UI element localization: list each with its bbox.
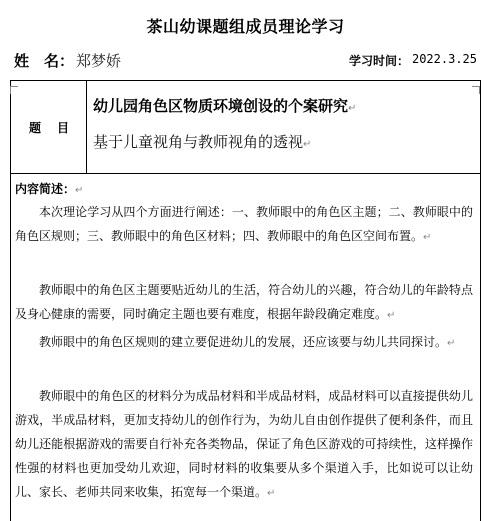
- paragraph-mark-icon: ↵: [303, 139, 312, 150]
- topic-label-cell: [11, 81, 87, 173]
- date-value: 2022.3.25: [411, 52, 477, 66]
- form-table: [10, 80, 481, 521]
- topic-value-cell[interactable]: [87, 81, 480, 173]
- header-row: [14, 50, 477, 72]
- name-value: 郑梦娇: [76, 52, 122, 70]
- content-paragraph-1[interactable]: 本次理论学习从四个方面进行阐述：一、教师眼中的角色区主题；二、教师眼中的角色区规则；三、教师眼中的角色区材料；四、教师眼中的角色区空间布置。↵: [15, 205, 473, 243]
- topic-subtitle[interactable]: 基于儿童视角与教师视角的透视↵: [93, 133, 312, 151]
- paragraph-mark-icon: ↵: [348, 103, 357, 114]
- topic-row: [11, 81, 480, 174]
- date-label: 学习时间：: [348, 54, 409, 68]
- paragraph-mark-icon: ↵: [75, 185, 84, 196]
- content-heading: 内容简述：↵: [15, 182, 84, 196]
- paragraph-mark-icon: ↵: [423, 232, 432, 243]
- corner-mark-icon: [472, 86, 480, 94]
- content-paragraph-2[interactable]: 教师眼中的角色区主题要贴近幼儿的生活，符合幼儿的兴趣，符合幼儿的年龄特点及身心健康的需要，同时确定主题也要有难度，根据年龄段确定难度。↵: [15, 283, 473, 321]
- name-label: 姓 名：: [14, 52, 75, 70]
- topic-title[interactable]: 幼儿园角色区物质环境创设的个案研究↵: [93, 97, 357, 115]
- content-paragraph-4[interactable]: 教师眼中的角色区的材料分为成品材料和半成品材料，成品材料可以直接提供幼儿游戏，半成品材料，更加支持幼儿的创作行为，为幼儿自由创作提供了便利条件，而且幼儿还能根据游戏的需要自行补充各类物品，保证了角色区游戏的可持续性，这样操作性强的材料也更加受幼儿欢迎，同时材料的收集要从多个渠道入手，比如说可以让幼儿、家长、老师共同来收集，拓宽每一个渠道。↵: [15, 389, 473, 499]
- topic-label: 题 目: [29, 121, 72, 135]
- content-paragraph-3[interactable]: 教师眼中的角色区规则的建立要促进幼儿的发展，还应该要与幼儿共同探讨。↵: [39, 335, 456, 349]
- paragraph-mark-icon: ↵: [387, 310, 396, 321]
- paragraph-mark-icon: ↵: [447, 338, 456, 349]
- corner-mark-icon: [10, 86, 18, 94]
- paragraph-mark-icon: ↵: [267, 488, 276, 499]
- document-title: 茶山幼课题组成员理论学习: [146, 17, 345, 36]
